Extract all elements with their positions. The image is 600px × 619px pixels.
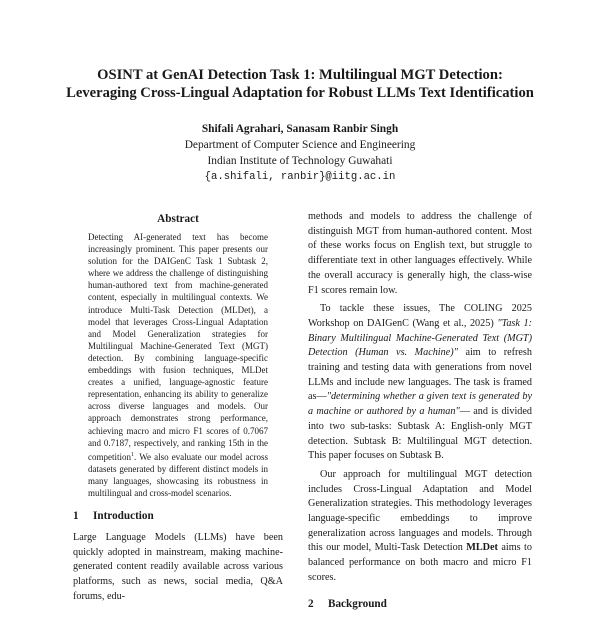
- footnote-marker: 1: [131, 451, 134, 458]
- paragraph-1: methods and models to address the challenge of distinguish MGT from human-authored content. Most of these works focus on English text, but struggle to differentiate text in other languages effectively. While the overall accuracy is generally high, the class-wise F1 scores remain low.: [308, 211, 532, 296]
- author-institution: Indian Institute of Technology Guwahati: [207, 155, 393, 167]
- paragraph-3-part-a: Our approach for multilingual MGT detection includes Cross-Lingual Adaptation and Model Generalization strategies. This methodology leverages language-specific embeddings to improve generalization across languages and models. Through this our model, Multi-Task Detection: [308, 468, 532, 554]
- paragraph-2: [308, 302, 532, 464]
- section-number: 1: [73, 510, 79, 523]
- section-title: Background: [328, 597, 387, 610]
- section-heading-introduction: [73, 510, 283, 522]
- abstract-body: Detecting AI-generated text has become increasingly prominent. This paper presents our solution for the DAIGenC Task 1 Subtask 2, where we address the challenge of distinguishing human-authored text from machine-generated content, especially in multilingual contexts. We introduce Multi-Task Detection (MLDet), a model that leverages Cross-Lingual Adaptation and Model Generalization strategies for Multilingual Machine-Generated Text (MGT) detection. By combining language-specific embeddings with fusion techniques, MLDet creates a unified, language-agnostic feature representation, enhancing its ability to generalize across diverse languages and models. Our approach demonstrates strong performance, achieving macro and micro F1 scores of 0.7067 and 0.7187, respectively, and ranking 15th in the competition: [88, 232, 268, 462]
- author-department: Department of Computer Science and Engineering: [184, 139, 416, 151]
- paragraph-2-part-c: — and is divided into two sub-tasks: Subtask A: English-only MGT detection. Subtask B: Multilingual MGT detection. This paper focuses on Subtask B.: [308, 406, 532, 462]
- abstract-body-end: . We also evaluate our model across datasets generated by different distinct models in many languages, showcasing its robustness in multilingual and cross-model scenarios.: [88, 451, 268, 498]
- paper-title-line-1: OSINT at GenAI Detection Task 1: Multilingual MGT Detection:: [97, 67, 503, 83]
- model-name: MLDet: [466, 542, 498, 554]
- section-heading-background: [308, 598, 532, 610]
- paper-title-line-2: Leveraging Cross-Lingual Adaptation for Robust LLMs Text Identification: [66, 85, 534, 101]
- abstract-heading: Abstract: [157, 213, 199, 225]
- paragraph-3: [308, 468, 532, 586]
- left-column: [73, 210, 283, 605]
- abstract-text: [88, 231, 268, 499]
- author-email: {a.shifali, ranbir}@iitg.ac.in: [204, 171, 396, 183]
- task-title-quote: "Task 1: Binary Multilingual Machine-Generated Text (MGT) Detection (Human vs. Machine)": [308, 317, 532, 359]
- paragraph-2-part-a: To tackle these issues, The COLING 2025 Workshop on DAIGenC (Wang et al., 2025): [308, 303, 532, 329]
- right-column: [308, 210, 532, 619]
- section-number: 2: [308, 597, 314, 610]
- section-title: Introduction: [93, 510, 154, 523]
- task-framing-quote: "determining whether a given text is generated by a machine or authored by a human": [308, 391, 532, 418]
- paragraph-3-part-c: aims to balanced performance on both macro and micro F1 scores.: [308, 542, 532, 583]
- paper-title: [40, 66, 560, 102]
- author-block: [40, 121, 560, 185]
- author-names: Shifali Agrahari, Sanasam Ranbir Singh: [201, 123, 399, 135]
- intro-paragraph: Large Language Models (LLMs) have been quickly adopted in mainstream, making machine-generated content readily available across various platforms, such as news, social media, Q&A forums, edu-: [73, 532, 283, 602]
- paragraph-2-part-b: aim to refresh training and testing data with generations from novel LLMs and include new languages. The task is framed as—: [308, 347, 532, 403]
